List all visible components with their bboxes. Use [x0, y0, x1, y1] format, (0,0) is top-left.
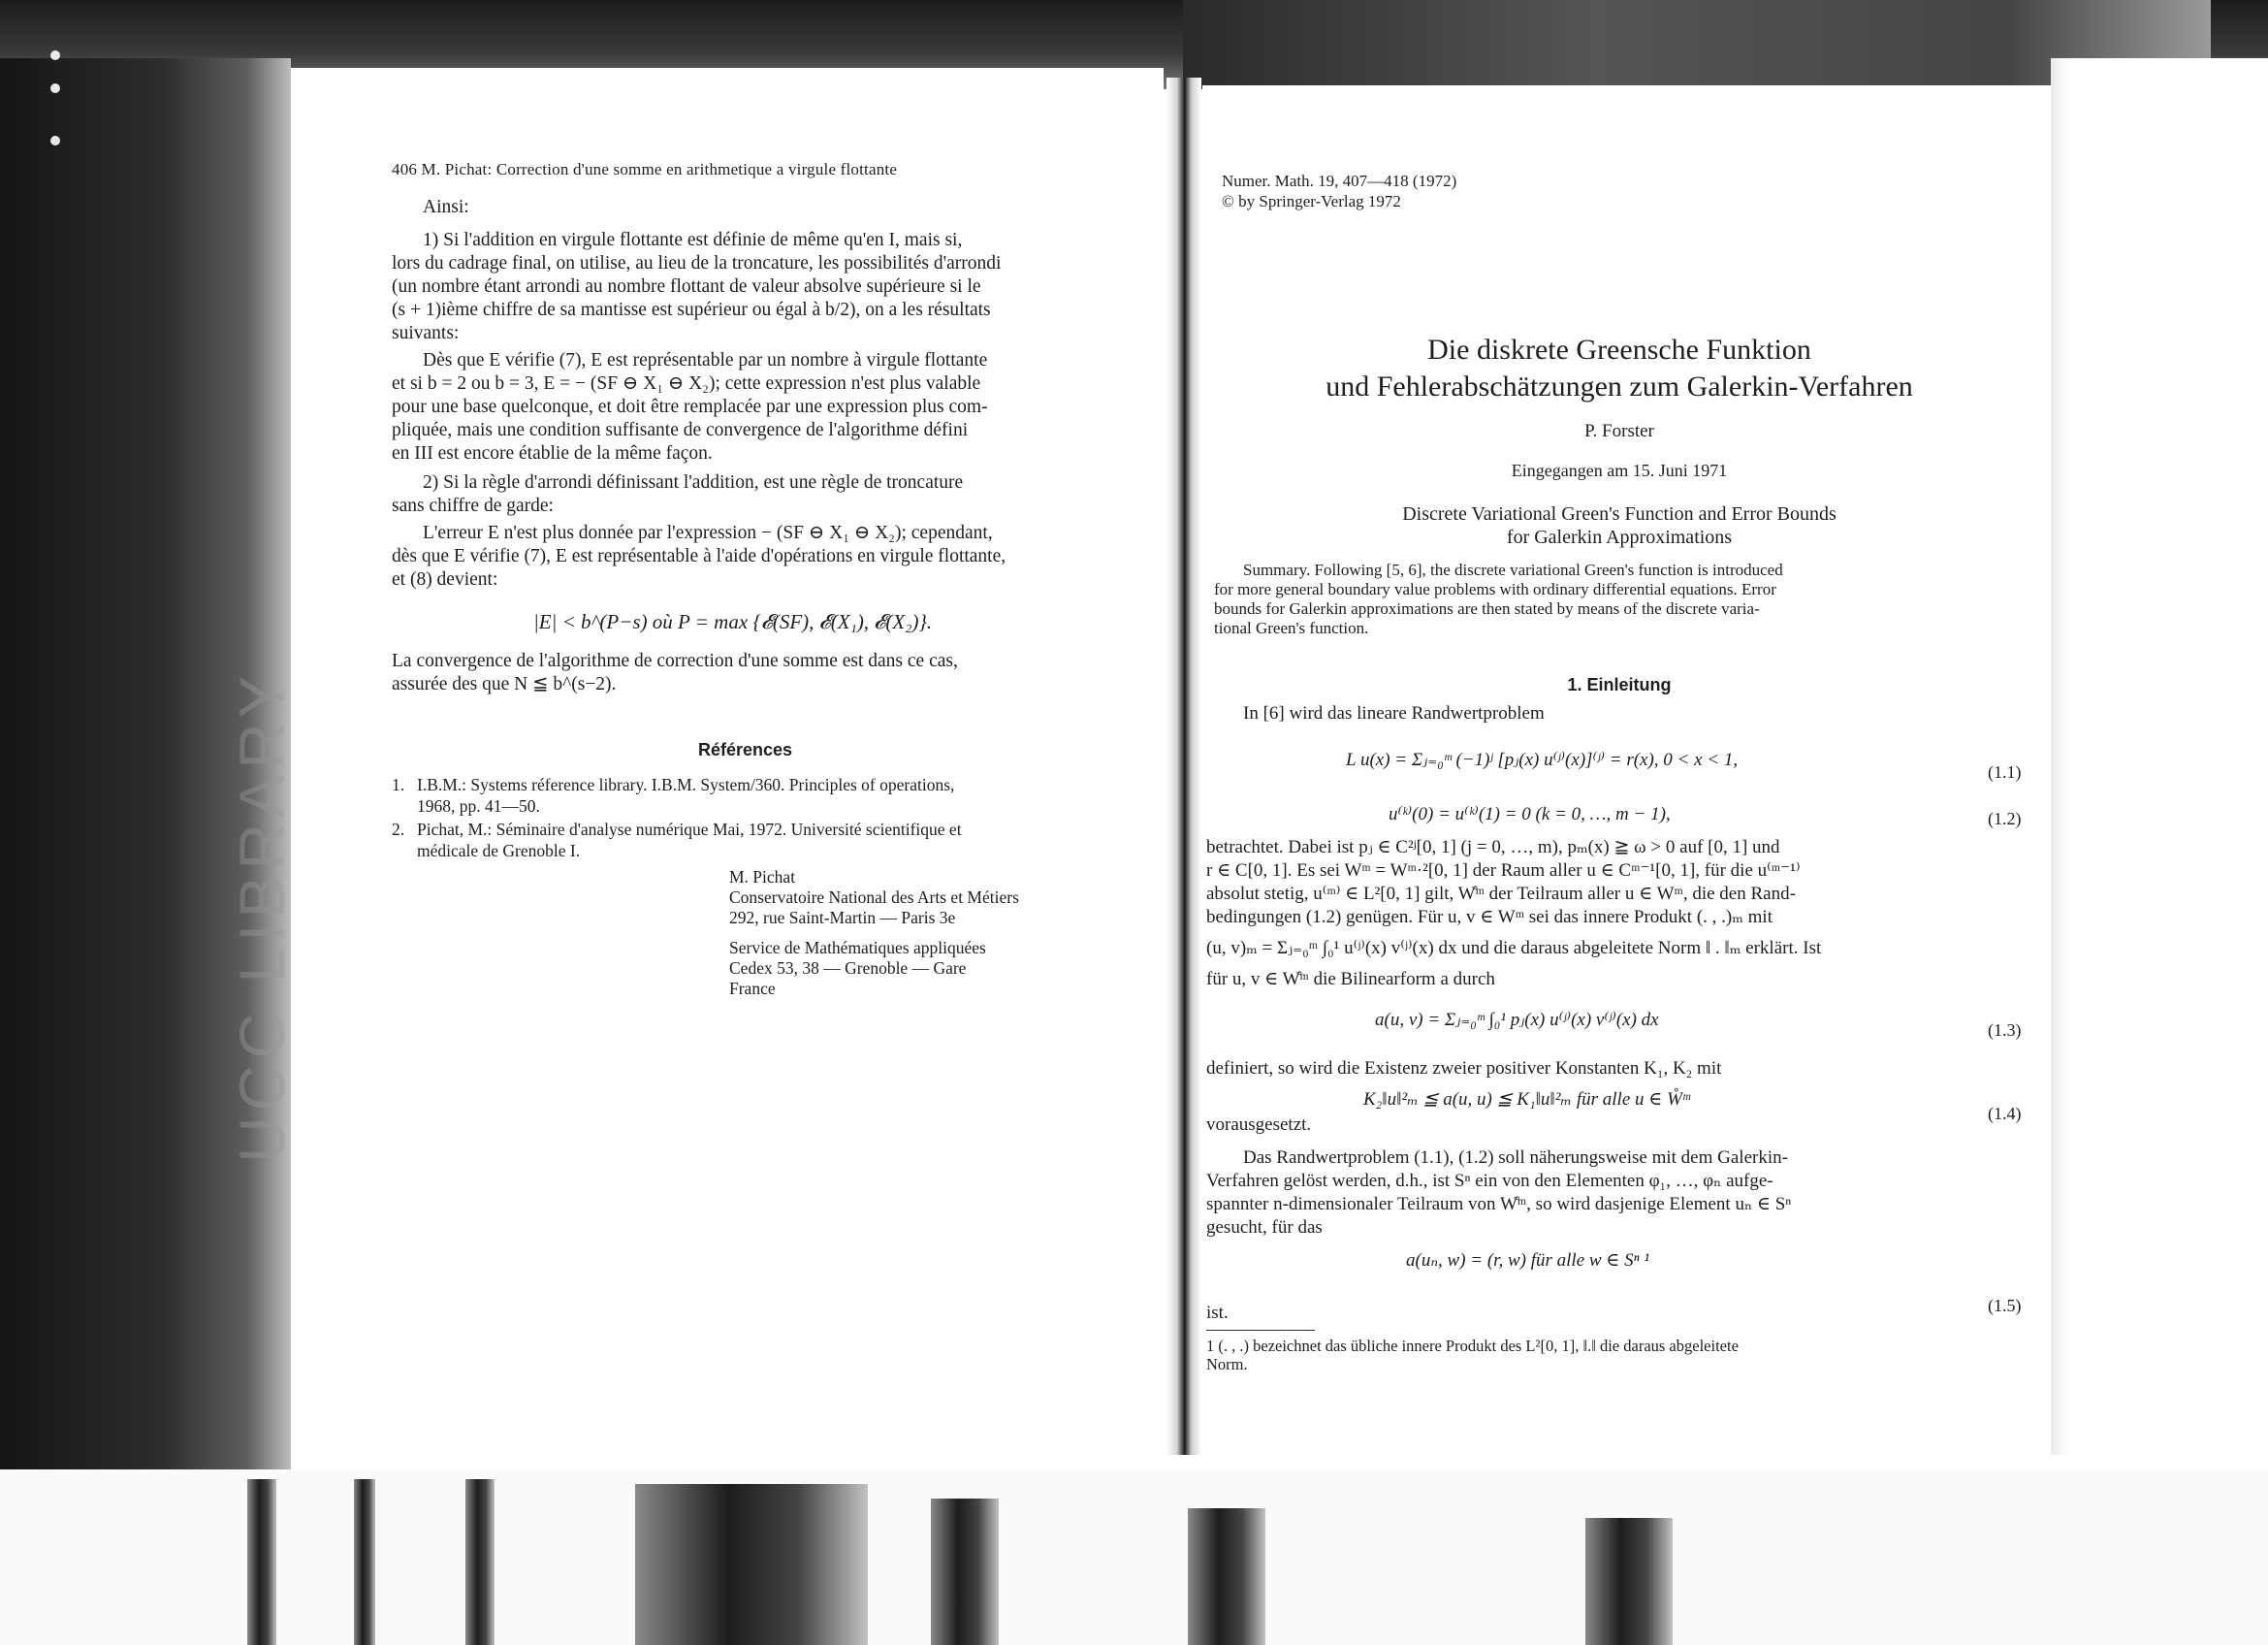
scan-artifact: [635, 1484, 868, 1645]
paragraph-line: et si b = 2 ou b = 3, E = − (SF ⊖ X₁ ⊖ X₂); cette expression n'est plus valable: [392, 373, 981, 394]
equation-number: (1.2): [1988, 809, 2022, 828]
paragraph-line: L'erreur E n'est plus donnée par l'expression − (SF ⊖ X₁ ⊖ X₂); cependant,: [423, 523, 993, 543]
english-title-line: for Galerkin Approximations: [1506, 527, 1733, 548]
footnote-rule: [1206, 1330, 1315, 1331]
equation-number: (1.4): [1988, 1104, 2022, 1123]
body-line: spannter n-dimensionaler Teilraum von W̊ᵐ, so wird dasjenige Element uₙ ∈ Sⁿ: [1206, 1194, 1792, 1214]
scan-artifact: [931, 1499, 999, 1645]
paragraph-line: (un nombre étant arrondi au nombre flottant de valeur absolve supérieure si le: [392, 276, 981, 297]
paper-author: P. Forster: [1584, 421, 1654, 441]
paragraph-line: Dès que E vérifie (7), E est représentable par un nombre à virgule flottante: [423, 350, 988, 371]
equation-1-4: K₂‖u‖²ₘ ≦ a(u, u) ≦ K₁‖u‖²ₘ für alle u ∈ W̊ᵐ: [1363, 1089, 1690, 1110]
footnote-line: 1 (. , .) bezeichnet das übliche innere Produkt des L²[0, 1], ‖.‖ die daraus abgeleitete: [1206, 1337, 1739, 1355]
author-address-line: M. Pichat: [729, 867, 796, 887]
intro-line: In [6] wird das lineare Randwertproblem: [1243, 703, 1545, 724]
paragraph-line: pliquée, mais une condition suffisante de convergence de l'algorithme défini: [392, 420, 969, 440]
received-date: Eingegangen am 15. Juni 1971: [1511, 461, 1728, 480]
page-edge-right: [2051, 58, 2268, 1455]
author-address-line: France: [729, 979, 776, 998]
running-header: 406 M. Pichat: Correction d'une somme en arithmetique a virgule flottante: [392, 160, 898, 178]
paragraph-line: dès que E vérifie (7), E est représentable à l'aide d'opérations en virgule flottante,: [392, 546, 1006, 566]
right-page: [1202, 85, 2051, 1463]
library-stamp: UCC LIBRARY: [226, 669, 298, 1164]
paper-title-line: Die diskrete Greensche Funktion: [1427, 334, 1811, 366]
body-line: betrachtet. Dabei ist pⱼ ∈ C²ʲ[0, 1] (j = 0, …, m), pₘ(x) ≧ ω > 0 auf [0, 1] und: [1206, 837, 1780, 857]
author-address-line: 292, rue Saint-Martin — Paris 3e: [729, 908, 956, 927]
body-line: Verfahren gelöst werden, d.h., ist Sⁿ ein von den Elementen φ₁, …, φₙ aufge-: [1206, 1171, 1773, 1191]
equation-number: (1.1): [1988, 762, 2022, 782]
paper-title-line: und Fehlerabschätzungen zum Galerkin-Verfahren: [1326, 371, 1913, 403]
reference-text: I.B.M.: Systems réference library. I.B.M. System/360. Principles of operations,: [417, 775, 955, 794]
body-line: für u, v ∈ W̊ᵐ die Bilinearform a durch: [1206, 969, 1495, 989]
body-line: r ∈ C[0, 1]. Es sei Wᵐ = Wᵐ·²[0, 1] der Raum aller u ∈ Cᵐ⁻¹[0, 1], für die u⁽ᵐ⁻¹⁾: [1206, 860, 1801, 881]
references-heading: Références: [698, 740, 793, 759]
equation-1-1: L u(x) = Σⱼ₌₀ᵐ (−1)ʲ [pⱼ(x) u⁽ʲ⁾(x)]⁽ʲ⁾ = r(x), 0 < x < 1,: [1346, 750, 1739, 770]
scan-artifact: [1585, 1518, 1673, 1645]
paragraph-line: assurée des que N ≦ b^(s−2).: [392, 674, 617, 694]
author-address-line: Service de Mathématiques appliquées: [729, 938, 986, 957]
paragraph-line: lors du cadrage final, on utilise, au lieu de la troncature, les possibilités d'arrondi: [392, 253, 1002, 274]
paragraph-line: en III est encore établie de la même façon.: [392, 443, 713, 464]
body-line: ist.: [1206, 1303, 1229, 1323]
summary-line: Summary. Following [5, 6], the discrete variational Green's function is introduced: [1243, 561, 1783, 579]
reference-text: médicale de Grenoble I.: [417, 841, 581, 860]
journal-citation: Numer. Math. 19, 407—418 (1972): [1222, 172, 1457, 190]
punch-hole: [50, 83, 60, 93]
body-line: definiert, so wird die Existenz zweier positiver Konstanten K₁, K₂ mit: [1206, 1058, 1722, 1079]
book-gutter: [1166, 78, 1201, 1455]
formula-error-bound: |E| < b^(P−s) où P = max {𝓔(SF), 𝓔(X₁), 𝓔(X₂)}.: [533, 610, 933, 633]
body-line: vorausgesetzt.: [1206, 1114, 1312, 1135]
body-line: Das Randwertproblem (1.1), (1.2) soll näherungsweise mit dem Galerkin-: [1243, 1147, 1788, 1168]
footnote-line: Norm.: [1206, 1355, 1248, 1373]
body-line: gesucht, für das: [1206, 1217, 1323, 1238]
reference-number: 2.: [392, 820, 405, 839]
paragraph-ainsi: Ainsi:: [423, 197, 469, 217]
punch-hole: [50, 136, 60, 145]
paragraph-line: La convergence de l'algorithme de correction d'une somme est dans ce cas,: [392, 651, 958, 671]
paragraph-line: 2) Si la règle d'arrondi définissant l'addition, est une règle de troncature: [423, 472, 964, 493]
equation-1-2: u⁽ᵏ⁾(0) = u⁽ᵏ⁾(1) = 0 (k = 0, …, m − 1),: [1389, 804, 1671, 824]
author-address-line: Cedex 53, 38 — Grenoble — Gare: [729, 958, 967, 978]
body-line: (u, v)ₘ = Σⱼ₌₀ᵐ ∫₀¹ u⁽ʲ⁾(x) v⁽ʲ⁾(x) dx und die daraus abgeleitete Norm ‖ . ‖ₘ erklärt. Ist: [1206, 938, 1822, 958]
paragraph-line: et (8) devient:: [392, 569, 498, 590]
summary-line: for more general boundary value problems with ordinary differential equations. Error: [1214, 580, 1776, 598]
paragraph-line: 1) Si l'addition en virgule flottante est définie de même qu'en I, mais si,: [423, 230, 963, 250]
body-line: absolut stetig, u⁽ᵐ⁾ ∈ L²[0, 1] gilt, W̊ᵐ der Teilraum aller u ∈ Wᵐ, die den Rand-: [1206, 884, 1796, 904]
equation-1-3: a(u, v) = Σⱼ₌₀ᵐ ∫₀¹ pⱼ(x) u⁽ʲ⁾(x) v⁽ʲ⁾(x) dx: [1375, 1010, 1659, 1030]
scan-artifact: [354, 1479, 375, 1645]
left-page: [291, 68, 1164, 1465]
journal-copyright: © by Springer-Verlag 1972: [1222, 192, 1401, 210]
equation-1-5: a(uₙ, w) = (r, w) für alle w ∈ Sⁿ ¹: [1406, 1250, 1650, 1271]
paragraph-line: sans chiffre de garde:: [392, 496, 554, 516]
equation-number: (1.3): [1988, 1020, 2022, 1040]
reference-text: 1968, pp. 41—50.: [417, 796, 540, 816]
author-address-line: Conservatoire National des Arts et Métiers: [729, 887, 1019, 907]
reference-number: 1.: [392, 775, 405, 794]
summary-line: tional Green's function.: [1214, 619, 1369, 637]
scan-bottom-strip: [0, 1469, 2268, 1645]
punch-hole: [50, 50, 60, 60]
paragraph-line: (s + 1)ième chiffre de sa mantisse est supérieur ou égal à b/2), on a les résultats: [392, 300, 991, 320]
reference-text: Pichat, M.: Séminaire d'analyse numérique Mai, 1972. Université scientifique et: [417, 820, 962, 839]
section-heading: 1. Einleitung: [1567, 675, 1672, 694]
summary-line: bounds for Galerkin approximations are then stated by means of the discrete varia-: [1214, 599, 1760, 618]
english-title-line: Discrete Variational Green's Function and Error Bounds: [1402, 503, 1837, 525]
body-line: bedingungen (1.2) genügen. Für u, v ∈ Wᵐ sei das innere Produkt (. , .)ₘ mit: [1206, 907, 1773, 927]
paragraph-line: suivants:: [392, 323, 460, 343]
scan-artifact: [247, 1479, 276, 1645]
equation-number: (1.5): [1988, 1296, 2022, 1315]
scan-artifact: [465, 1479, 495, 1645]
paragraph-line: pour une base quelconque, et doit être remplacée par une expression plus com-: [392, 397, 988, 417]
scan-artifact: [1188, 1508, 1265, 1645]
